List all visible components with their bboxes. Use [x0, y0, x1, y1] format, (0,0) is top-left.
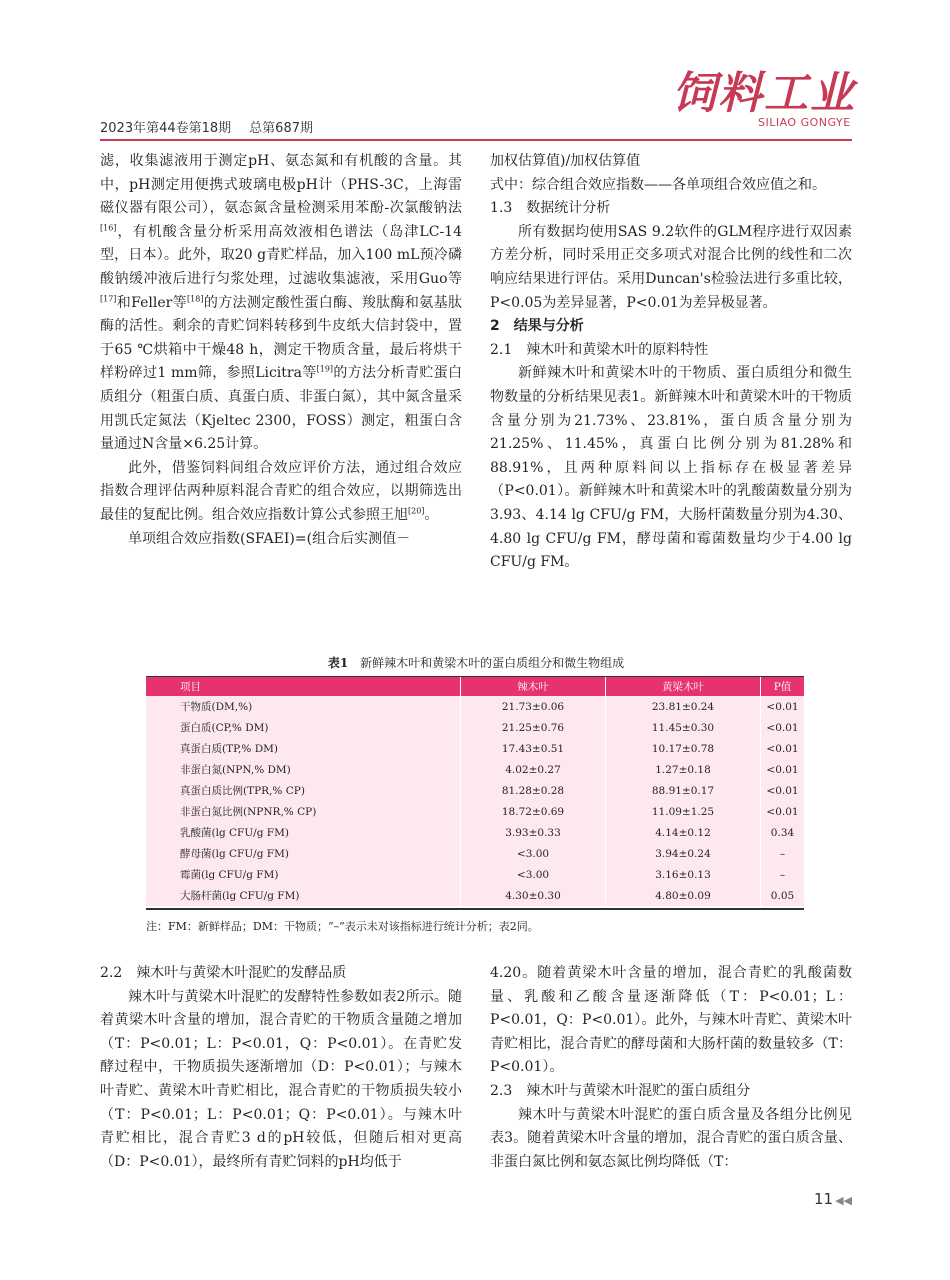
table-cell: 大肠杆菌(lg CFU/g FM)	[180, 890, 300, 902]
issue-header	[100, 117, 313, 136]
table-cell: 10.17±0.78	[606, 738, 761, 759]
table-row	[146, 843, 804, 864]
table-header-cell: 黄梁木叶	[606, 676, 761, 696]
table-row	[146, 801, 804, 822]
table-cell: 3.93±0.33	[461, 822, 606, 843]
table-cell: 4.14±0.12	[606, 822, 761, 843]
page-number: 11 ◀◀	[814, 1190, 853, 1208]
table-cell: 88.91±0.17	[606, 780, 761, 801]
table-cell: 3.16±0.13	[606, 864, 761, 885]
table-cell: 3.94±0.24	[606, 843, 761, 864]
table-cell: 17.43±0.51	[461, 738, 606, 759]
table-cell: 0.05	[761, 885, 805, 906]
table-header-row	[146, 676, 804, 696]
table-1-label: 表1	[327, 656, 349, 670]
table-row	[146, 864, 804, 885]
table-cell: <0.01	[761, 780, 805, 801]
table-row	[146, 717, 804, 738]
table-header-cell: P值	[761, 676, 805, 696]
table-header-cell: 辣木叶	[461, 676, 606, 696]
table-cell: 21.25±0.76	[461, 717, 606, 738]
journal-logo	[672, 68, 856, 138]
page-arrow-icon: ◀◀	[835, 1194, 853, 1207]
paragraph-methods: 滤，收集滤液用于测定pH、氨态氮和有机酸的含量。其中，pH测定用便携式玻璃电极pH计（PHS-3C，上海雷磁仪器有限公司），氨态氮含量检测采用苯酚-次氯酸钠法[16]，有机酸含量分析采用高效液相色谱法（岛津LC-14型，日本）。此外，取20 g青贮样品，加入100 mL预冷磷酸钠缓冲液后进行匀浆处理，过滤收集滤液，采用Guo等[17]和Feller等[18]的方法测定酸性蛋白酶、羧肽酶和氨基肽酶的活性。剩余的青贮饲料转移到牛皮纸大信封袋中，置于65 ℃烘箱中干燥48 h，测定干物质含量，最后将烘干样粉碎过1 mm筛，参照Licitra等[19]的方法分析青贮蛋白质组分（粗蛋白质、真蛋白质、非蛋白氮），其中氮含量采用凯氏定氮法（Kjeltec 2300，FOSS）测定，粗蛋白含量通过N含量×6.25计算。	[100, 153, 463, 453]
table-cell: 酵母菌(lg CFU/g FM)	[180, 848, 289, 860]
table-cell: 21.73±0.06	[461, 696, 606, 717]
left-column-bottom	[100, 962, 462, 1174]
paragraph-fermentation: 辣木叶与黄梁木叶混贮的发酵特性参数如表2所示。随着黄梁木叶含量的增加，混合青贮的干物质含量随之增加（T：P<0.01；L：P<0.01，Q：P<0.01）。在青贮发酵过程中，干物质损失逐渐增加（D：P<0.01）；与辣木叶青贮、黄梁木叶青贮相比，混合青贮的干物质损失较小（T：P<0.01；L：P<0.01；Q：P<0.01）。与辣木叶青贮相比，混合青贮3 d的pH较低，但随后相对更高（D：P<0.01），最终所有青贮饲料的pH均低于	[100, 988, 462, 1170]
table-cell: 1.27±0.18	[606, 759, 761, 780]
section-heading-2-3: 2.3 辣木叶与黄梁木叶混贮的蛋白质组分	[490, 1082, 751, 1099]
table-cell: <0.01	[761, 759, 805, 780]
paragraph-combination-effect: 此外，借鉴饲料间组合效应评价方法，通过组合效应指数合理评估两种原料混合青贮的组合效应，以期筛选出最佳的复配比例。组合效应指数计算公式参照王旭[20]。	[100, 459, 462, 523]
table-cell: 81.28±0.28	[461, 780, 606, 801]
table-cell: 23.81±0.24	[606, 696, 761, 717]
table-cell: 乳酸菌(lg CFU/g FM)	[180, 827, 289, 839]
table-cell: –	[761, 843, 805, 864]
section-heading-2: 2 结果与分析	[490, 318, 584, 335]
paragraph-protein-fractions: 辣木叶与黄梁木叶混贮的蛋白质含量及各组分比例见表3。随着黄梁木叶含量的增加，混合青贮的蛋白质含量、非蛋白氮比例和氨态氮比例均降低（T：	[490, 1106, 852, 1170]
table-bottom-rule	[146, 908, 804, 910]
table-cell: 非蛋白氮(NPN,% DM)	[180, 764, 291, 776]
table-header-cell: 项目	[146, 676, 461, 696]
table-cell: 真蛋白质比例(TPR,% CP)	[180, 785, 305, 797]
logo-title: 饲料工业	[672, 68, 856, 119]
table-row	[146, 738, 804, 759]
section-heading-1-3: 1.3 数据统计分析	[490, 200, 611, 217]
table-cell: 非蛋白氮比例(NPNR,% CP)	[180, 806, 317, 818]
table-cell: –	[761, 864, 805, 885]
table-cell: <0.01	[761, 801, 805, 822]
table-cell: <0.01	[761, 738, 805, 759]
right-column-bottom	[490, 962, 852, 1174]
table-cell: <3.00	[461, 864, 606, 885]
paragraph-fermentation-continued: 4.20。随着黄梁木叶含量的增加，混合青贮的乳酸菌数量、乳酸和乙酸含量逐渐降低（T：P<0.01；L：P<0.01，Q：P<0.01）。此外，与辣木叶青贮、黄梁木叶青贮相比，混合青贮的酵母菌和大肠杆菌的数量较多（T：P<0.01）。	[490, 965, 852, 1076]
section-heading-2-2: 2.2 辣木叶与黄梁木叶混贮的发酵品质	[100, 965, 347, 981]
table-1	[146, 676, 804, 906]
formula-continued: 加权估算值)/加权估算值	[490, 153, 641, 169]
paragraph-raw-material: 新鲜辣木叶和黄梁木叶的干物质、蛋白质组分和微生物数量的分析结果见表1。新鲜辣木叶和黄梁木叶的干物质含量分别为21.73%、23.81%，蛋白质含量分别为21.25%、11.45%，真蛋白比例分别为81.28%和88.91%，且两种原料间以上指标存在极显著差异（P<0.01）。新鲜辣木叶和黄梁木叶的乳酸菌数量分别为3.93、4.14 lg CFU/g FM，大肠杆菌数量分别为4.30、4.80 lg CFU/g FM，酵母菌和霉菌数量均少于4.00 lg CFU/g FM。	[490, 365, 852, 571]
table-cell: 4.80±0.09	[606, 885, 761, 906]
table-row	[146, 885, 804, 906]
right-column-top	[490, 150, 852, 575]
table-1-title	[100, 654, 852, 671]
table-row	[146, 822, 804, 843]
table-cell: <3.00	[461, 843, 606, 864]
table-cell: <0.01	[761, 696, 805, 717]
logo-subtitle: SILIAO GONGYE	[758, 116, 851, 129]
table-1-caption: 新鲜辣木叶和黄梁木叶的蛋白质组分和微生物组成	[360, 656, 625, 670]
issue-number: 2023年第44卷第18期	[100, 121, 232, 136]
table-cell: 霉菌(lg CFU/g FM)	[180, 869, 279, 881]
table-cell: 4.02±0.27	[461, 759, 606, 780]
table-cell: 11.09±1.25	[606, 801, 761, 822]
table-cell: <0.01	[761, 717, 805, 738]
table-cell: 18.72±0.69	[461, 801, 606, 822]
table-1-note: 注：FM：新鲜样品；DM：干物质；“–”表示未对该指标进行统计分析；表2同。	[146, 920, 539, 933]
left-column-top	[100, 150, 462, 551]
table-cell: 蛋白质(CP,% DM)	[180, 722, 269, 734]
table-cell: 4.30±0.30	[461, 885, 606, 906]
table-cell: 0.34	[761, 822, 805, 843]
table-row	[146, 696, 804, 717]
table-cell: 真蛋白质(TP,% DM)	[180, 743, 278, 755]
table-cell: 11.45±0.30	[606, 717, 761, 738]
total-issue: 总第687期	[249, 121, 313, 136]
formula-definition: 式中：综合组合效应指数——各单项组合效应值之和。	[490, 176, 826, 193]
section-heading-2-1: 2.1 辣木叶和黄梁木叶的原料特性	[490, 341, 709, 358]
table-row	[146, 759, 804, 780]
table-top-rule	[146, 676, 804, 677]
paragraph-statistics: 所有数据均使用SAS 9.2软件的GLM程序进行双因素方差分析，同时采用正交多项式对混合比例的线性和二次响应结果进行评估。采用Duncan's检验法进行多重比较，P<0.05为差异显著，P<0.01为差异极显著。	[490, 223, 852, 311]
formula-line: 单项组合效应指数(SFAEI)=(组合后实测值－	[128, 530, 411, 547]
table-cell: 干物质(DM,%)	[180, 701, 253, 713]
table-row	[146, 780, 804, 801]
header-rule	[100, 139, 852, 141]
